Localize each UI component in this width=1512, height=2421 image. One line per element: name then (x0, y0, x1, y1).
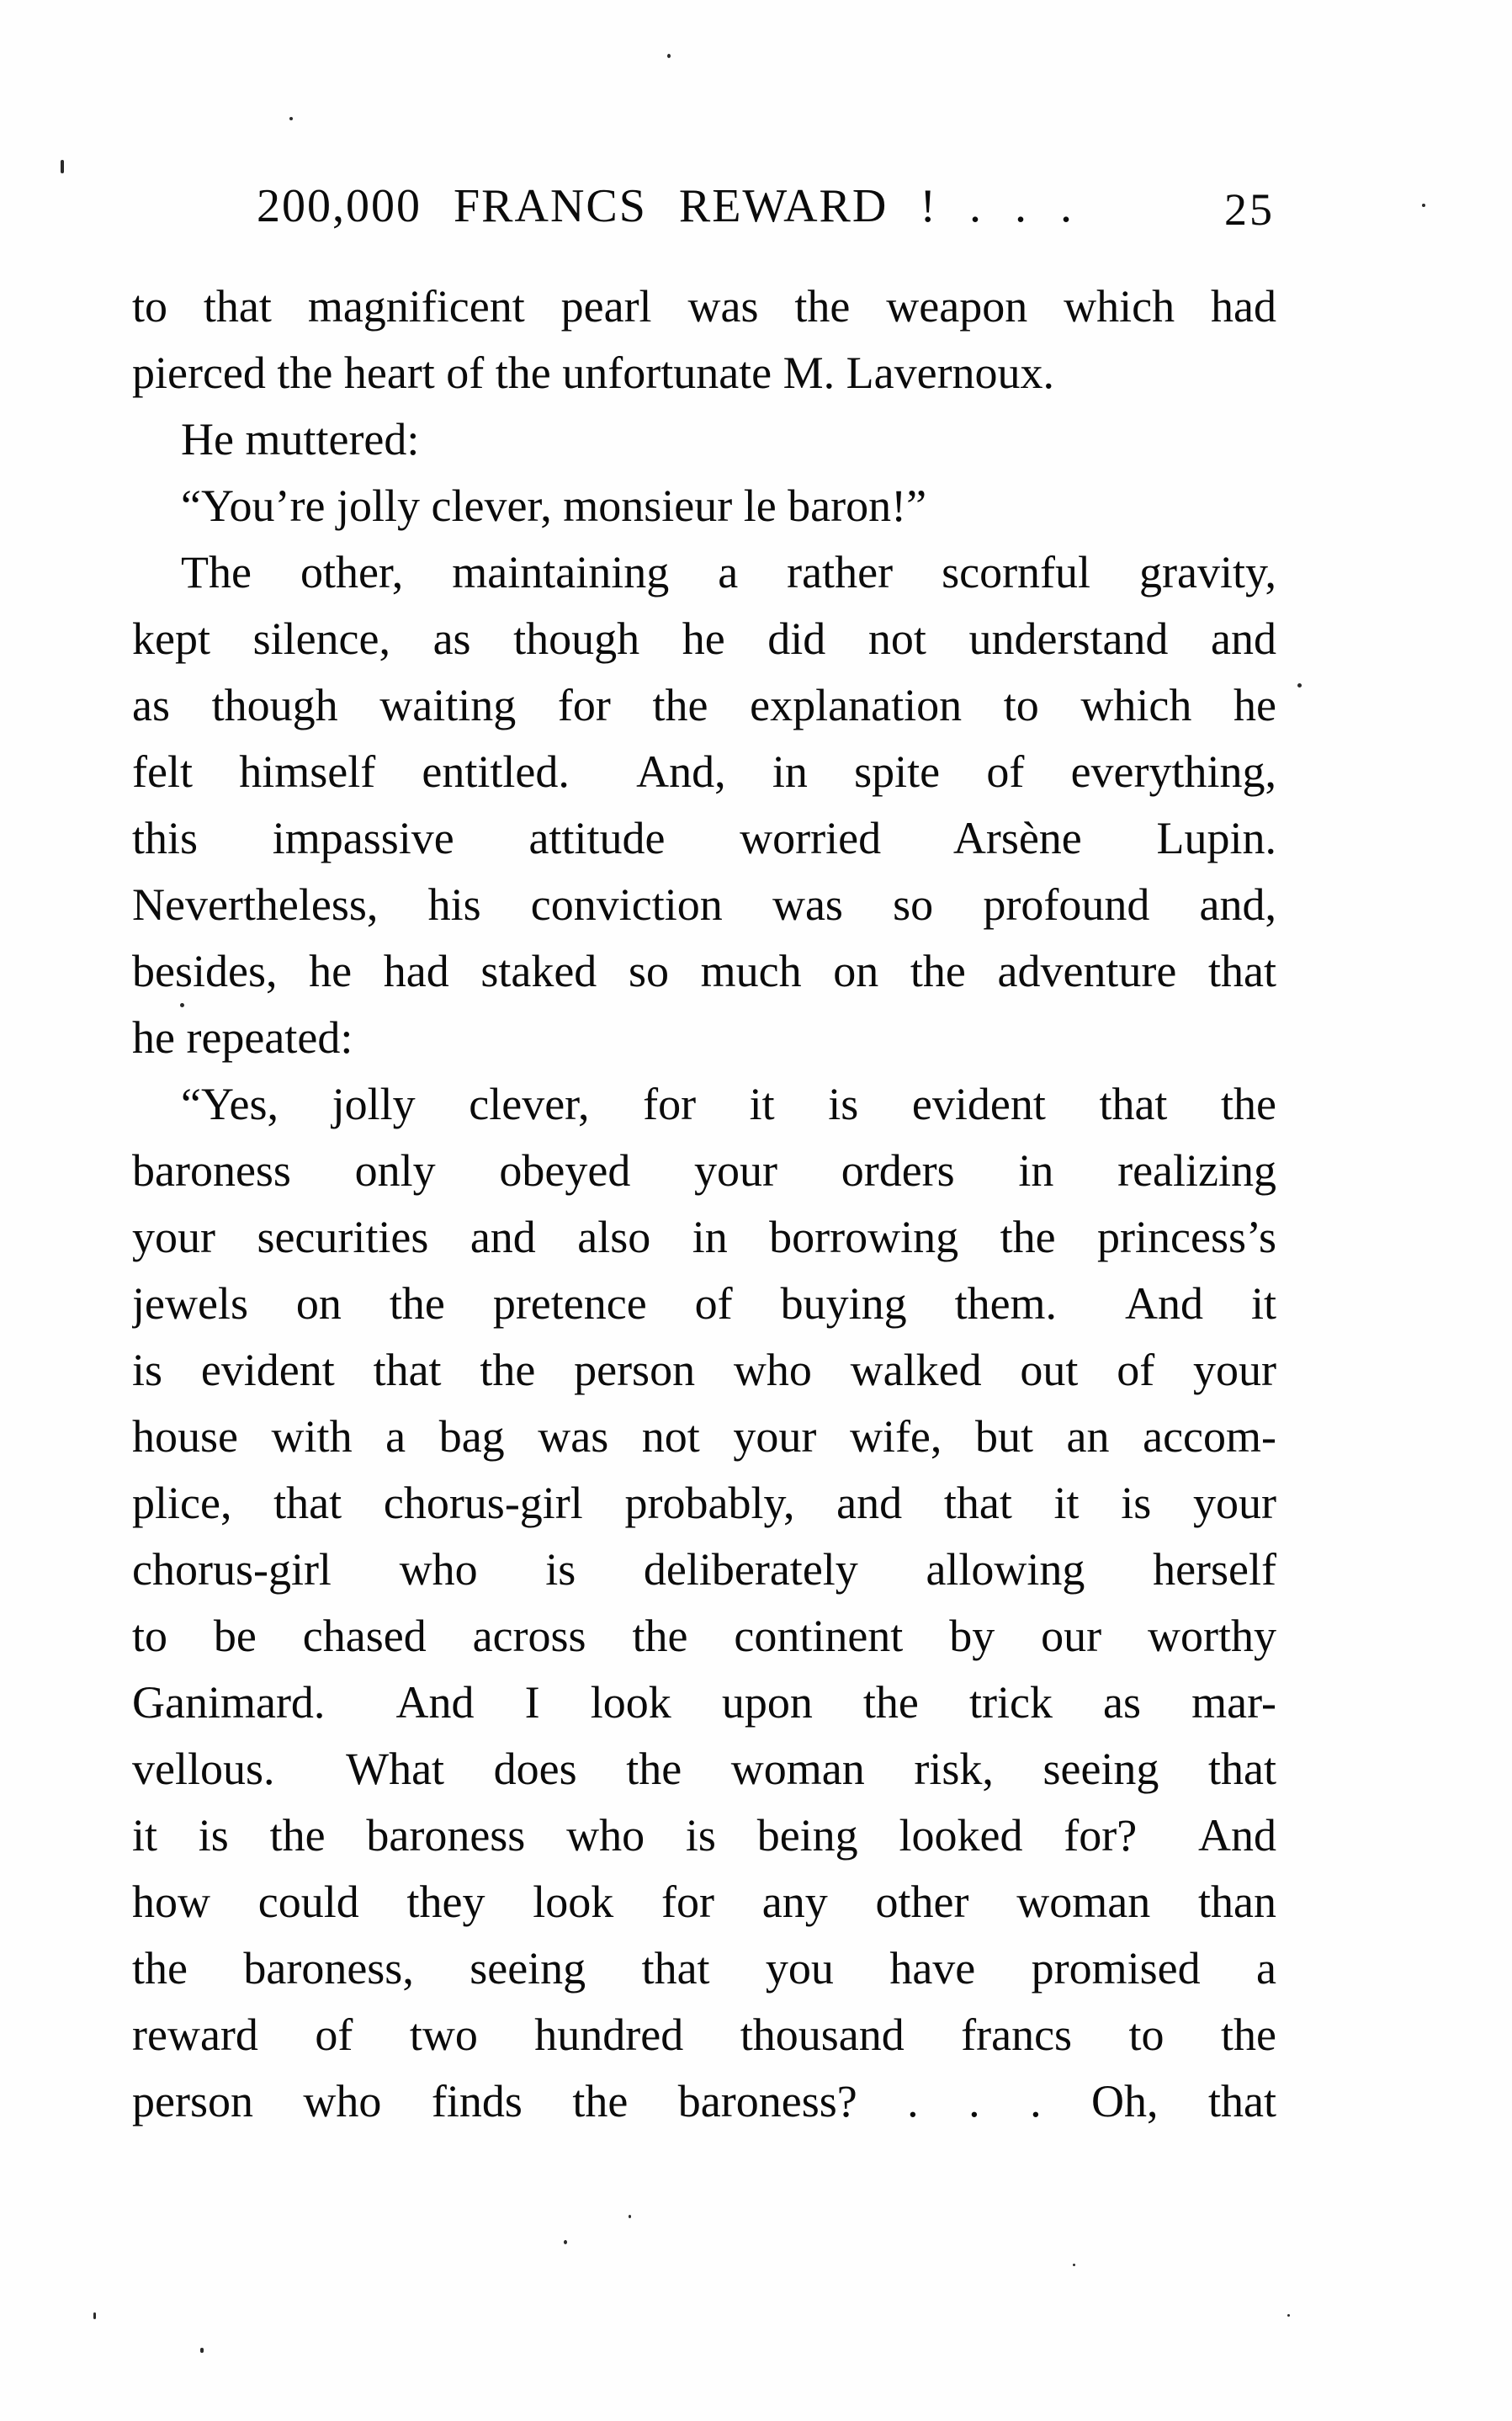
text-line: he repeated: (132, 1012, 353, 1063)
scan-speck (564, 2240, 567, 2244)
scan-speck (93, 2312, 96, 2319)
text-line: to that magnificent pearl was the weapon which had (132, 281, 1276, 332)
text-line: vellous. What does the woman risk, seeing that (132, 1744, 1276, 1794)
scan-speck (180, 1003, 184, 1007)
body-text (132, 273, 1276, 2135)
text-line: as though waiting for the explanation to which he (132, 680, 1276, 730)
scan-speck (1297, 683, 1302, 688)
text-line: Nevertheless, his conviction was so profound and, (132, 879, 1276, 930)
text-line: Ganimard. And I look upon the trick as mar- (132, 1677, 1276, 1728)
text-line: He muttered: (181, 414, 420, 465)
scan-speck (200, 2348, 204, 2353)
text-line: the baroness, seeing that you have promised a (132, 1943, 1276, 1994)
text-line: your securities and also in borrowing the princess’s (132, 1212, 1276, 1262)
text-line: person who finds the baroness? . . . Oh, that (132, 2076, 1276, 2126)
text-line: jewels on the pretence of buying them. And it (132, 1278, 1276, 1329)
text-line: reward of two hundred thousand francs to the (132, 2010, 1276, 2060)
running-title: 200,000 FRANCS REWARD ! . . . (257, 180, 1074, 232)
text-line: “You’re jolly clever, monsieur le baron!” (181, 480, 927, 531)
text-line: The other, maintaining a rather scornful gravity, (181, 547, 1276, 597)
text-line: this impassive attitude worried Arsène Lupin. (132, 813, 1276, 863)
scan-speck (289, 117, 293, 120)
text-line: baroness only obeyed your orders in realizing (132, 1145, 1276, 1196)
text-line: chorus-girl who is deliberately allowing herself (132, 1544, 1276, 1595)
text-line: it is the baroness who is being looked for? And (132, 1810, 1276, 1861)
text-line: how could they look for any other woman than (132, 1877, 1276, 1927)
text-line: house with a bag was not your wife, but an accom- (132, 1411, 1276, 1462)
scan-speck (61, 160, 64, 173)
scan-speck (629, 2215, 631, 2218)
text-line: pierced the heart of the unfortunate M. Lavernoux. (132, 348, 1055, 398)
scan-speck (1422, 204, 1425, 207)
page-header (132, 173, 1276, 240)
text-line: is evident that the person who walked out of your (132, 1345, 1276, 1395)
text-line: plice, that chorus-girl probably, and that it is your (132, 1478, 1276, 1528)
text-line: “Yes, jolly clever, for it is evident that the (181, 1079, 1276, 1129)
scan-speck (1287, 2314, 1290, 2317)
text-line: felt himself entitled. And, in spite of everything, (132, 746, 1276, 797)
text-line: kept silence, as though he did not understand and (132, 613, 1276, 664)
text-line: besides, he had staked so much on the adventure that (132, 946, 1276, 996)
scan-speck (1073, 2264, 1075, 2266)
page-number: 25 (1224, 184, 1275, 235)
text-line: to be chased across the continent by our worthy (132, 1611, 1276, 1661)
scan-speck (667, 54, 671, 58)
